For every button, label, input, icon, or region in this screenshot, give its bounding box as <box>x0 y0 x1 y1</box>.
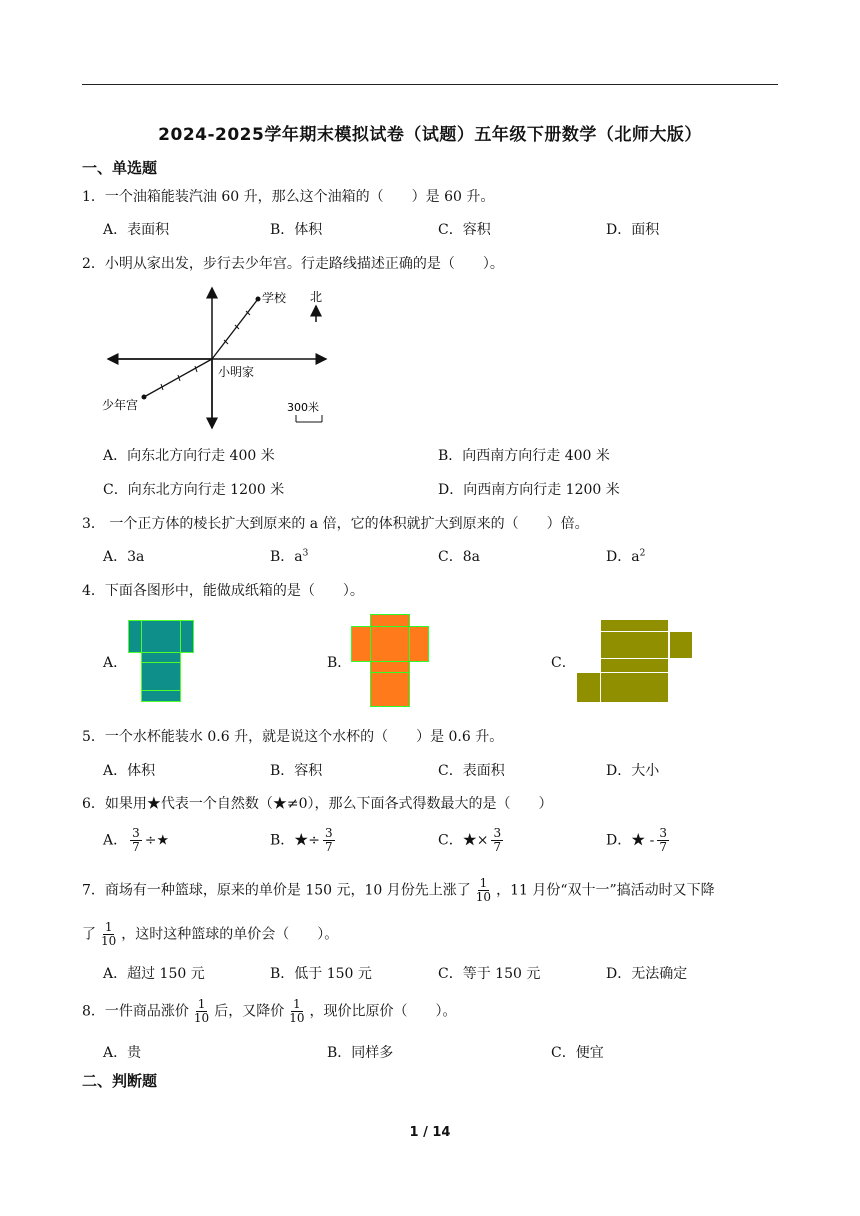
question-7-line-2: 了 $\frac{1}{10}$ ，这时这种篮球的单价会（ ）。 <box>82 920 339 948</box>
route-map-figure <box>100 282 340 432</box>
fraction: $\frac{3}{7}$ <box>659 826 668 854</box>
q2-option-b[interactable]: B．向西南方向行走 400 米 <box>438 448 610 464</box>
fraction: $\frac{1}{10}$ <box>101 920 117 948</box>
q1-option-a[interactable]: A．表面积 <box>103 222 170 238</box>
q2-option-a[interactable]: A．向东北方向行走 400 米 <box>103 448 275 464</box>
q3-option-d[interactable]: D．$a^2$ <box>606 548 646 565</box>
route-to-school <box>212 299 258 359</box>
label-north: 北 <box>310 290 323 304</box>
q1-option-d[interactable]: D．面积 <box>606 222 660 238</box>
question-7-line-1: 7．商场有一种篮球，原来的单价是 150 元，10 月份先上涨了 $\frac{1}{10}$ ，11 月份“双十一”搞活动时又下降 <box>82 876 715 904</box>
label-home: 小明家 <box>218 365 255 379</box>
q1-option-b[interactable]: B．体积 <box>270 222 323 238</box>
q2-option-c[interactable]: C．向东北方向行走 1200 米 <box>103 482 285 498</box>
fraction: $\frac{3}{7}$ <box>325 826 333 854</box>
q4-net-c[interactable] <box>576 619 693 703</box>
q7-option-a[interactable]: A．超过 150 元 <box>103 966 205 982</box>
q4-option-c-label[interactable]: C． <box>551 655 576 671</box>
school-point <box>256 297 261 302</box>
q4-net-a[interactable] <box>128 620 194 702</box>
page-title: 2024-2025学年期末模拟试卷（试题）五年级下册数学（北师大版） <box>158 125 702 145</box>
q4-net-b[interactable] <box>351 614 429 707</box>
q6-option-a[interactable]: A． $\frac{3}{7}$ ÷★ <box>103 826 170 854</box>
q1-option-c[interactable]: C．容积 <box>438 222 491 238</box>
q6-option-d[interactable]: D．★ - $\frac{3}{7}$ <box>606 826 668 854</box>
question-5: 5．一个水杯能装水 0.6 升，就是说这个水杯的（ ）是 0.6 升。 <box>82 729 504 745</box>
question-1: 1．一个油箱能装汽油 60 升，那么这个油箱的（ ）是 60 升。 <box>82 189 495 205</box>
q8-option-a[interactable]: A．贵 <box>103 1045 142 1061</box>
label-palace: 少年宫 <box>102 398 139 412</box>
fraction: $\frac{1}{10}$ <box>193 997 210 1025</box>
q8-option-b[interactable]: B．同样多 <box>327 1045 394 1061</box>
q6-option-b[interactable]: B．★÷ $\frac{3}{7}$ <box>270 826 333 854</box>
q3-option-a[interactable]: A．3a <box>103 549 145 565</box>
q4-option-a-label[interactable]: A． <box>103 655 128 671</box>
fraction: $\frac{1}{10}$ <box>475 876 492 904</box>
q3-option-c[interactable]: C．8a <box>438 549 480 565</box>
q5-option-b[interactable]: B．容积 <box>270 763 323 779</box>
q2-option-d[interactable]: D．向西南方向行走 1200 米 <box>438 482 620 498</box>
q7-option-c[interactable]: C．等于 150 元 <box>438 966 541 982</box>
q7-option-d[interactable]: D．无法确定 <box>606 966 688 982</box>
question-4: 4．下面各图形中，能做成纸箱的是（ ）。 <box>82 583 364 599</box>
q3-option-b[interactable]: B．$a^3$ <box>270 548 309 565</box>
q8-option-c[interactable]: C．便宜 <box>551 1045 604 1061</box>
q6-option-c[interactable]: C．★× $\frac{3}{7}$ <box>438 826 502 854</box>
section-heading-single-choice: 一、单选题 <box>82 159 158 177</box>
route-to-palace <box>144 359 212 397</box>
fraction: $\frac{3}{7}$ <box>493 826 502 854</box>
question-6: 6．如果用★代表一个自然数（★≠0），那么下面各式得数最大的是（ ） <box>82 796 553 812</box>
q5-option-c[interactable]: C．表面积 <box>438 763 505 779</box>
q7-option-b[interactable]: B．低于 150 元 <box>270 966 372 982</box>
q4-option-b-label[interactable]: B． <box>327 655 352 671</box>
q5-option-a[interactable]: A．体积 <box>103 763 156 779</box>
question-8: 8．一件商品涨价 $\frac{1}{10}$ 后，又降价 $\frac{1}{10}$ ，现价比原价（ ）。 <box>82 997 457 1025</box>
page-number: 1 / 14 <box>409 1125 451 1140</box>
question-3: 3． 一个正方体的棱长扩大到原来的 a 倍，它的体积就扩大到原来的（ ）倍。 <box>82 516 589 532</box>
label-scale: 300米 <box>287 401 319 414</box>
palace-point <box>142 395 147 400</box>
question-2: 2．小明从家出发，步行去少年宫。行走路线描述正确的是（ ）。 <box>82 256 504 272</box>
fraction: $\frac{3}{7}$ <box>132 826 140 854</box>
q5-option-d[interactable]: D．大小 <box>606 763 660 779</box>
section-heading-true-false: 二、判断题 <box>82 1072 158 1090</box>
top-rule <box>82 84 778 85</box>
label-school: 学校 <box>262 291 287 305</box>
fraction: $\frac{1}{10}$ <box>289 997 305 1025</box>
